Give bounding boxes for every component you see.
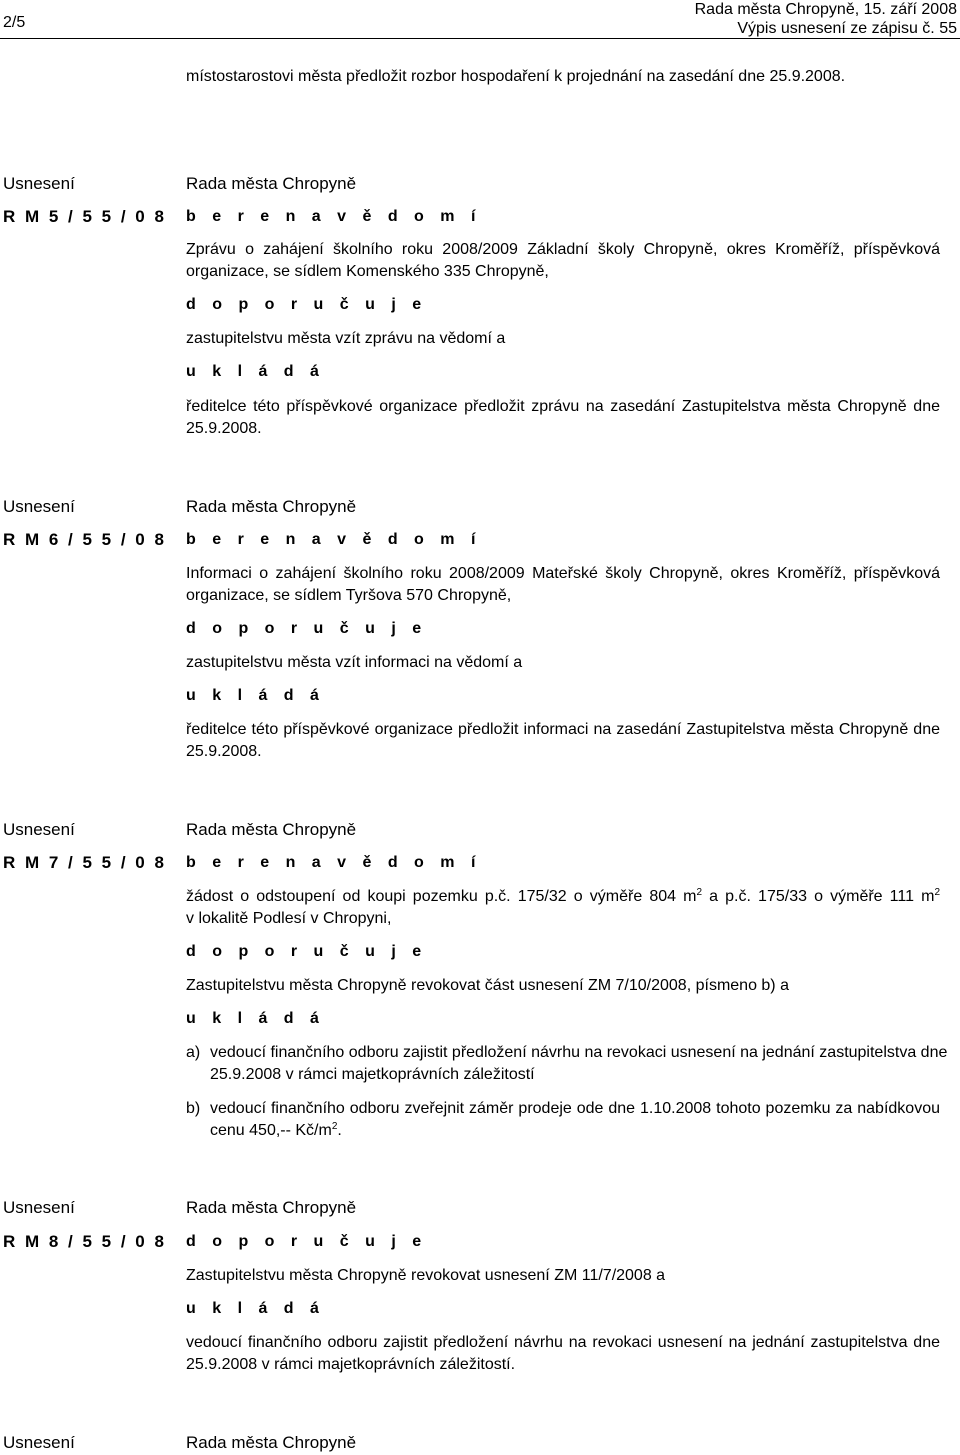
list-item-text: vedoucí finančního odboru zajistit předložení návrhu na revokaci usnesení na jednání zastupitelstva dne bbox=[210, 1044, 948, 1061]
list-item-text: vedoucí finančního odboru zveřejnit záměr prodeje ode dne 1.10.2008 tohoto pozemku za nabídkovou bbox=[210, 1100, 940, 1117]
superscript: 2 bbox=[331, 1121, 338, 1132]
resolution-label: Usnesení bbox=[3, 1433, 75, 1452]
recommends-text: zastupitelstvu města vzít informaci na vědomí a bbox=[186, 654, 523, 671]
takes-note-text-cont: organizace, se sídlem Tyršova 570 Chropyně, bbox=[186, 587, 512, 604]
council-name: Rada města Chropyně bbox=[186, 174, 357, 193]
takes-note-heading: b e r e n a v ě d o m í bbox=[186, 531, 482, 548]
takes-note-heading: b e r e n a v ě d o m í bbox=[186, 208, 482, 225]
superscript: 2 bbox=[934, 887, 940, 898]
takes-note-text-part: a p.č. 175/33 o výměře 111 m bbox=[702, 888, 935, 905]
list-item-text-cont bbox=[210, 1120, 940, 1142]
header-divider bbox=[0, 38, 960, 39]
list-item bbox=[186, 1098, 940, 1142]
list-marker: b) bbox=[186, 1100, 201, 1117]
resolution-label: Usnesení bbox=[3, 1198, 75, 1217]
imposes-heading: u k l á d á bbox=[186, 687, 325, 704]
imposes-heading: u k l á d á bbox=[186, 1300, 325, 1317]
recommends-heading: d o p o r u č u j e bbox=[186, 620, 428, 637]
list-marker: a) bbox=[186, 1044, 201, 1061]
recommends-heading: d o p o r u č u j e bbox=[186, 1233, 428, 1250]
imposes-text-cont: 25.9.2008. bbox=[186, 420, 262, 437]
imposes-text-cont: 25.9.2008 v rámci majetkoprávních záležitostí. bbox=[186, 1356, 516, 1373]
recommends-text: zastupitelstvu města vzít zprávu na vědomí a bbox=[186, 330, 506, 347]
page-number: 2/5 bbox=[3, 14, 26, 31]
council-name: Rada města Chropyně bbox=[186, 1198, 357, 1217]
takes-note-text: Zprávu o zahájení školního roku 2008/2009 Základní školy Chropyně, okres Kroměříž, příspěvková bbox=[186, 241, 940, 258]
imposes-heading: u k l á d á bbox=[186, 1010, 325, 1027]
resolution-number: R M 7 / 5 5 / 0 8 bbox=[3, 853, 165, 872]
header-subtitle: Výpis usnesení ze zápisu č. 55 bbox=[737, 20, 957, 37]
recommends-heading: d o p o r u č u j e bbox=[186, 296, 428, 313]
list-item-text-part: . bbox=[337, 1122, 342, 1139]
takes-note-heading: b e r e n a v ě d o m í bbox=[186, 854, 482, 871]
list-item-text-cont: 25.9.2008 v rámci majetkoprávních záležitostí bbox=[210, 1066, 535, 1083]
list-item bbox=[186, 1042, 948, 1086]
council-name: Rada města Chropyně bbox=[186, 820, 357, 839]
takes-note-text-part: žádost o odstoupení od koupi pozemku p.č. 175/32 o výměře 804 m bbox=[186, 888, 697, 905]
resolution-label: Usnesení bbox=[3, 497, 75, 516]
imposes-text-cont: 25.9.2008. bbox=[186, 743, 262, 760]
imposes-text: ředitelce této příspěvkové organizace předložit informaci na zasedání Zastupitelstva města Chropyně dne bbox=[186, 721, 940, 738]
recommends-text: Zastupitelstvu města Chropyně revokovat usnesení ZM 11/7/2008 a bbox=[186, 1267, 666, 1284]
takes-note-text-cont: organizace, se sídlem Komenského 335 Chropyně, bbox=[186, 263, 549, 280]
resolution-number: R M 5 / 5 5 / 0 8 bbox=[3, 207, 165, 226]
resolution-label: Usnesení bbox=[3, 820, 75, 839]
imposes-heading: u k l á d á bbox=[186, 363, 325, 380]
imposes-text: ředitelce této příspěvkové organizace předložit zprávu na zasedání Zastupitelstva města Chropyně dne bbox=[186, 398, 940, 415]
resolution-number: R M 6 / 5 5 / 0 8 bbox=[3, 530, 165, 549]
recommends-heading: d o p o r u č u j e bbox=[186, 943, 428, 960]
recommends-text: Zastupitelstvu města Chropyně revokovat část usnesení ZM 7/10/2008, písmeno b) a bbox=[186, 977, 789, 994]
resolution-number: R M 8 / 5 5 / 0 8 bbox=[3, 1232, 165, 1251]
resolution-label: Usnesení bbox=[3, 174, 75, 193]
takes-note-text: Informaci o zahájení školního roku 2008/2009 Mateřské školy Chropyně, okres Kroměříž, příspěvková bbox=[186, 565, 940, 582]
takes-note-text bbox=[186, 886, 940, 908]
header-title: Rada města Chropyně, 15. září 2008 bbox=[694, 1, 957, 18]
page-header bbox=[695, 0, 957, 38]
council-name: Rada města Chropyně bbox=[186, 1433, 357, 1452]
imposes-text: vedoucí finančního odboru zajistit předložení návrhu na revokaci usnesení na jednání zastupitelstva dne bbox=[186, 1334, 940, 1351]
list-item-text-part: cenu 450,-- Kč/m bbox=[210, 1122, 332, 1139]
council-name: Rada města Chropyně bbox=[186, 497, 357, 516]
superscript: 2 bbox=[696, 887, 703, 898]
takes-note-text-cont: v lokalitě Podlesí v Chropyni, bbox=[186, 910, 392, 927]
continuation-text: místostarostovi města předložit rozbor hospodaření k projednání na zasedání dne 25.9.2008. bbox=[186, 68, 846, 85]
